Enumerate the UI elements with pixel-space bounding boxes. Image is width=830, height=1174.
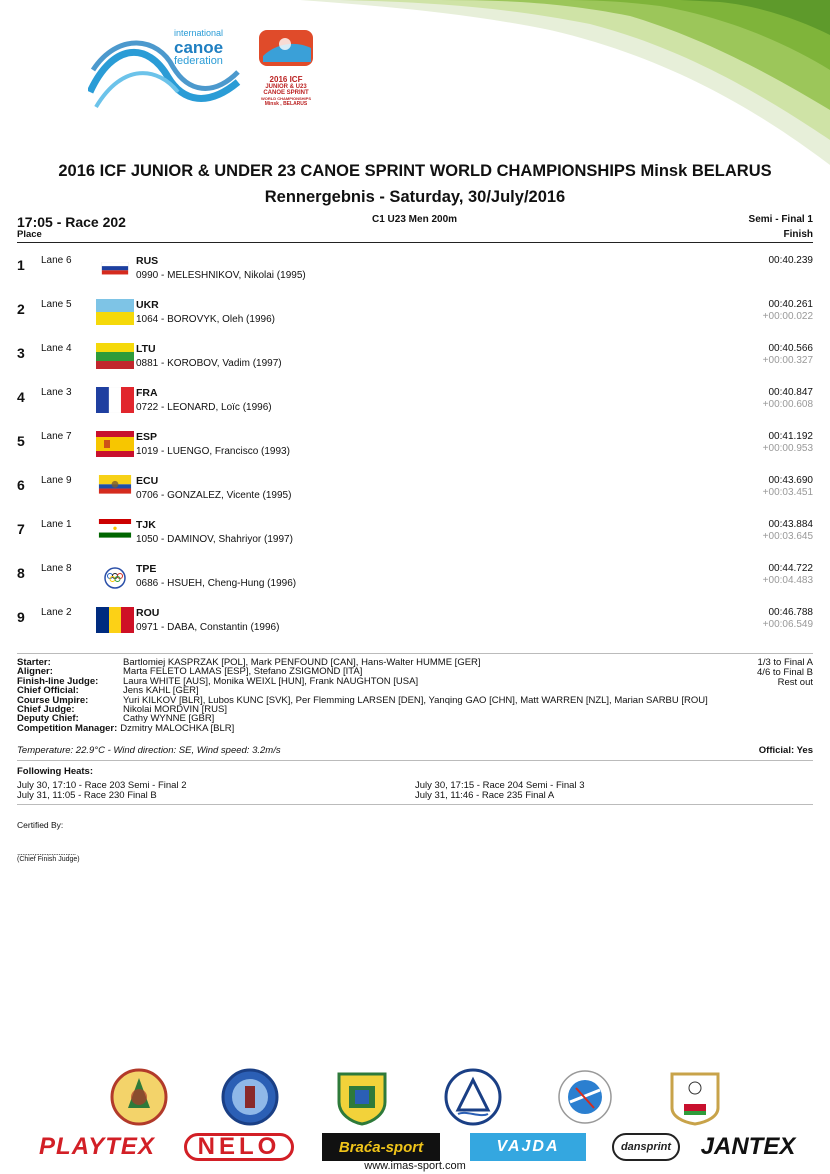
result-nation: TJK bbox=[136, 519, 156, 531]
official-row bbox=[17, 658, 708, 667]
flag-rus-icon bbox=[96, 262, 134, 280]
result-lane: Lane 2 bbox=[41, 607, 72, 618]
result-lane: Lane 9 bbox=[41, 475, 72, 486]
flag-ukr-icon bbox=[96, 299, 134, 325]
result-lane: Lane 1 bbox=[41, 519, 72, 530]
place-column-header: Place bbox=[17, 229, 42, 240]
result-gap: +00:00.022 bbox=[762, 311, 813, 322]
sponsor-crest-3-icon bbox=[333, 1068, 391, 1126]
event-logo-line5: Minsk , BELARUS bbox=[264, 101, 308, 107]
result-row bbox=[0, 252, 830, 296]
following-heats-left bbox=[17, 781, 187, 801]
official-row bbox=[17, 696, 708, 705]
result-athlete: 1019 - LUENGO, Francisco (1993) bbox=[136, 446, 290, 457]
result-place: 3 bbox=[17, 345, 25, 361]
flag-rou-icon bbox=[96, 607, 134, 633]
qualification-rule: 4/6 to Final B bbox=[757, 667, 813, 678]
official-value: Cathy WYNNE [GBR] bbox=[123, 713, 215, 725]
result-time: 00:40.566 bbox=[768, 343, 813, 354]
official-value: Nikolai MORDVIN [RUS] bbox=[123, 704, 227, 716]
result-gap: +00:00.608 bbox=[762, 399, 813, 410]
official-value: Dzmitry MALOCHKA [BLR] bbox=[120, 722, 235, 734]
result-time: 00:41.192 bbox=[768, 431, 813, 442]
sponsor-crest-4-icon bbox=[444, 1068, 502, 1126]
official-label: Competition Manager: bbox=[17, 722, 118, 734]
following-heat: July 30, 17:10 - Race 203 Semi - Final 2 bbox=[17, 780, 187, 791]
following-heat: July 31, 11:46 - Race 235 Final A bbox=[415, 790, 555, 801]
icf-logo-line3: federation bbox=[174, 55, 223, 67]
result-athlete: 1064 - BOROVYK, Oleh (1996) bbox=[136, 314, 275, 325]
result-time: 00:43.690 bbox=[768, 475, 813, 486]
result-nation: UKR bbox=[136, 299, 159, 311]
official-row bbox=[17, 677, 708, 686]
qualification-rules bbox=[757, 658, 813, 688]
result-place: 5 bbox=[17, 433, 25, 449]
event-logo-line3: CANOE SPRINT bbox=[263, 90, 309, 96]
result-nation: ROU bbox=[136, 607, 160, 619]
flag-esp-icon bbox=[96, 431, 134, 457]
result-lane: Lane 3 bbox=[41, 387, 72, 398]
sponsor-nelo-logo: NELO bbox=[184, 1133, 294, 1161]
event-logo-line4: WORLD CHAMPIONSHIPS bbox=[261, 96, 311, 101]
page-subtitle: Rennergebnis - Saturday, 30/July/2016 bbox=[264, 188, 566, 206]
sponsor-crest-5-icon bbox=[556, 1068, 614, 1126]
result-athlete: 0990 - MELESHNIKOV, Nikolai (1995) bbox=[136, 270, 306, 281]
official-label: Starter: bbox=[17, 657, 51, 668]
result-nation: ECU bbox=[136, 475, 159, 487]
result-time: 00:46.788 bbox=[768, 607, 813, 618]
result-lane: Lane 5 bbox=[41, 299, 72, 310]
flag-tpe-icon bbox=[96, 563, 134, 589]
icf-wave-icon bbox=[88, 22, 248, 122]
following-heats-right bbox=[415, 781, 585, 801]
flag-fra-icon bbox=[96, 387, 134, 413]
page-title: 2016 ICF JUNIOR & UNDER 23 CANOE SPRINT WORLD CHAMPIONSHIPS Minsk BELARUS bbox=[58, 162, 772, 180]
official-label: Chief Judge: bbox=[17, 704, 75, 716]
result-lane: Lane 4 bbox=[41, 343, 72, 354]
official-value: Jens KAHL [GER] bbox=[123, 685, 199, 697]
result-row bbox=[0, 604, 830, 648]
result-athlete: 0706 - GONZALEZ, Vicente (1995) bbox=[136, 490, 292, 501]
results-divider bbox=[17, 653, 813, 654]
result-gap: +00:00.327 bbox=[762, 355, 813, 366]
result-nation: LTU bbox=[136, 343, 156, 355]
icf-logo-line2: canoe bbox=[174, 38, 224, 57]
race-phase: Semi - Final 1 bbox=[748, 214, 813, 225]
sponsor-crest-6-icon bbox=[666, 1068, 724, 1126]
official-value: Laura WHITE [AUS], Monika WEIXL [HUN], Frank NAUGHTON [USA] bbox=[123, 675, 419, 687]
event-logo-line1: 2016 ICF bbox=[269, 75, 303, 84]
result-athlete: 0881 - KOROBOV, Vadim (1997) bbox=[136, 358, 282, 369]
official-row bbox=[17, 724, 708, 733]
result-place: 9 bbox=[17, 609, 25, 625]
result-nation: FRA bbox=[136, 387, 158, 399]
result-place: 8 bbox=[17, 565, 25, 581]
event-name: C1 U23 Men 200m bbox=[372, 214, 458, 225]
event-logo-line2: JUNIOR & U23 bbox=[265, 84, 307, 90]
sponsor-playtex-logo: PLAYTEX bbox=[39, 1133, 155, 1160]
result-nation: RUS bbox=[136, 255, 159, 267]
official-label: Chief Official: bbox=[17, 685, 79, 697]
result-gap: +00:03.451 bbox=[762, 487, 813, 498]
sponsor-jantex-logo: JANTEX bbox=[700, 1133, 796, 1160]
qualification-rule: Rest out bbox=[777, 677, 813, 688]
official-label: Aligner: bbox=[17, 666, 53, 678]
official-label: Deputy Chief: bbox=[17, 713, 79, 725]
officials-list bbox=[17, 658, 708, 733]
result-row bbox=[0, 384, 830, 428]
result-time: 00:43.884 bbox=[768, 519, 813, 530]
footer-url: www.imas-sport.com bbox=[364, 1160, 466, 1172]
sponsor-dansprint-logo: dansprint bbox=[612, 1133, 680, 1161]
result-place: 1 bbox=[17, 257, 25, 273]
official-label: Finish-line Judge: bbox=[17, 675, 99, 687]
qualification-rule: 1/3 to Final A bbox=[757, 657, 813, 668]
result-place: 6 bbox=[17, 477, 25, 493]
result-time: 00:40.847 bbox=[768, 387, 813, 398]
event-logo bbox=[255, 26, 317, 112]
flag-ecu-icon bbox=[96, 475, 134, 497]
flag-ltu-icon bbox=[96, 343, 134, 369]
icf-logo-line1: international bbox=[174, 28, 224, 38]
icf-logo bbox=[88, 22, 248, 122]
weather-divider bbox=[17, 760, 813, 761]
official-value: Marta FELETO LAMAS [ESP], Stefano ZSIGMOND [ITA] bbox=[123, 666, 363, 678]
following-heat: July 30, 17:15 - Race 204 Semi - Final 3 bbox=[415, 780, 585, 791]
sponsor-vajda-logo: VAJDA bbox=[470, 1133, 586, 1161]
signature-line: .................................. bbox=[17, 848, 76, 857]
result-lane: Lane 7 bbox=[41, 431, 72, 442]
event-logo-emblem-icon bbox=[255, 26, 317, 70]
result-time: 00:44.722 bbox=[768, 563, 813, 574]
official-label: Course Umpire: bbox=[17, 694, 89, 706]
result-gap: +00:03.645 bbox=[762, 531, 813, 542]
result-row bbox=[0, 340, 830, 384]
flag-tjk-icon bbox=[96, 519, 134, 541]
following-heats-header: Following Heats: bbox=[17, 766, 93, 777]
result-row bbox=[0, 472, 830, 516]
result-time: 00:40.261 bbox=[768, 299, 813, 310]
result-gap: +00:00.953 bbox=[762, 443, 813, 454]
result-lane: Lane 8 bbox=[41, 563, 72, 574]
official-value: Bartlomiej KASPRZAK [POL], Mark PENFOUND [CAN], Hans-Walter HUMME [GER] bbox=[123, 657, 481, 668]
result-athlete: 0971 - DABA, Constantin (1996) bbox=[136, 622, 280, 633]
result-nation: ESP bbox=[136, 431, 158, 443]
official-value: Yuri KILKOV [BLR], Lubos KUNC [SVK], Per Flemming LARSEN [DEN], Yanqing GAO [CHN], Matt WARREN [NZL], Marian SARBU [ROU] bbox=[123, 694, 708, 706]
result-row bbox=[0, 428, 830, 472]
result-place: 2 bbox=[17, 301, 25, 317]
race-time-number: 17:05 - Race 202 bbox=[17, 214, 126, 230]
result-row bbox=[0, 560, 830, 604]
result-gap: +00:06.549 bbox=[762, 619, 813, 630]
result-athlete: 1050 - DAMINOV, Shahriyor (1997) bbox=[136, 534, 293, 545]
result-lane: Lane 6 bbox=[41, 255, 72, 266]
result-gap: +00:04.483 bbox=[762, 575, 813, 586]
sponsor-crest-2-icon bbox=[221, 1068, 279, 1126]
header-swoosh-graphic bbox=[300, 0, 830, 170]
result-row bbox=[0, 296, 830, 340]
sponsor-crest-1-icon bbox=[110, 1068, 168, 1126]
result-place: 4 bbox=[17, 389, 25, 405]
following-divider bbox=[17, 804, 813, 805]
following-heat: July 31, 11:05 - Race 230 Final B bbox=[17, 790, 157, 801]
certified-by-label: Certified By: bbox=[17, 820, 64, 830]
result-athlete: 0722 - LEONARD, Loïc (1996) bbox=[136, 402, 272, 413]
result-athlete: 0686 - HSUEH, Cheng-Hung (1996) bbox=[136, 578, 297, 589]
result-nation: TPE bbox=[136, 563, 157, 575]
official-status: Official: Yes bbox=[758, 745, 813, 756]
result-place: 7 bbox=[17, 521, 25, 537]
weather-info: Temperature: 22.9°C - Wind direction: SE, Wind speed: 3.2m/s bbox=[17, 745, 281, 756]
chief-finish-judge-label: (Chief Finish Judge) bbox=[17, 856, 80, 863]
official-row bbox=[17, 705, 708, 714]
finish-column-header: Finish bbox=[783, 229, 813, 240]
header-divider bbox=[17, 242, 813, 243]
result-time: 00:40.239 bbox=[768, 255, 813, 266]
sponsor-braca-sport-logo: Braća-sport bbox=[322, 1133, 440, 1161]
result-row bbox=[0, 516, 830, 560]
